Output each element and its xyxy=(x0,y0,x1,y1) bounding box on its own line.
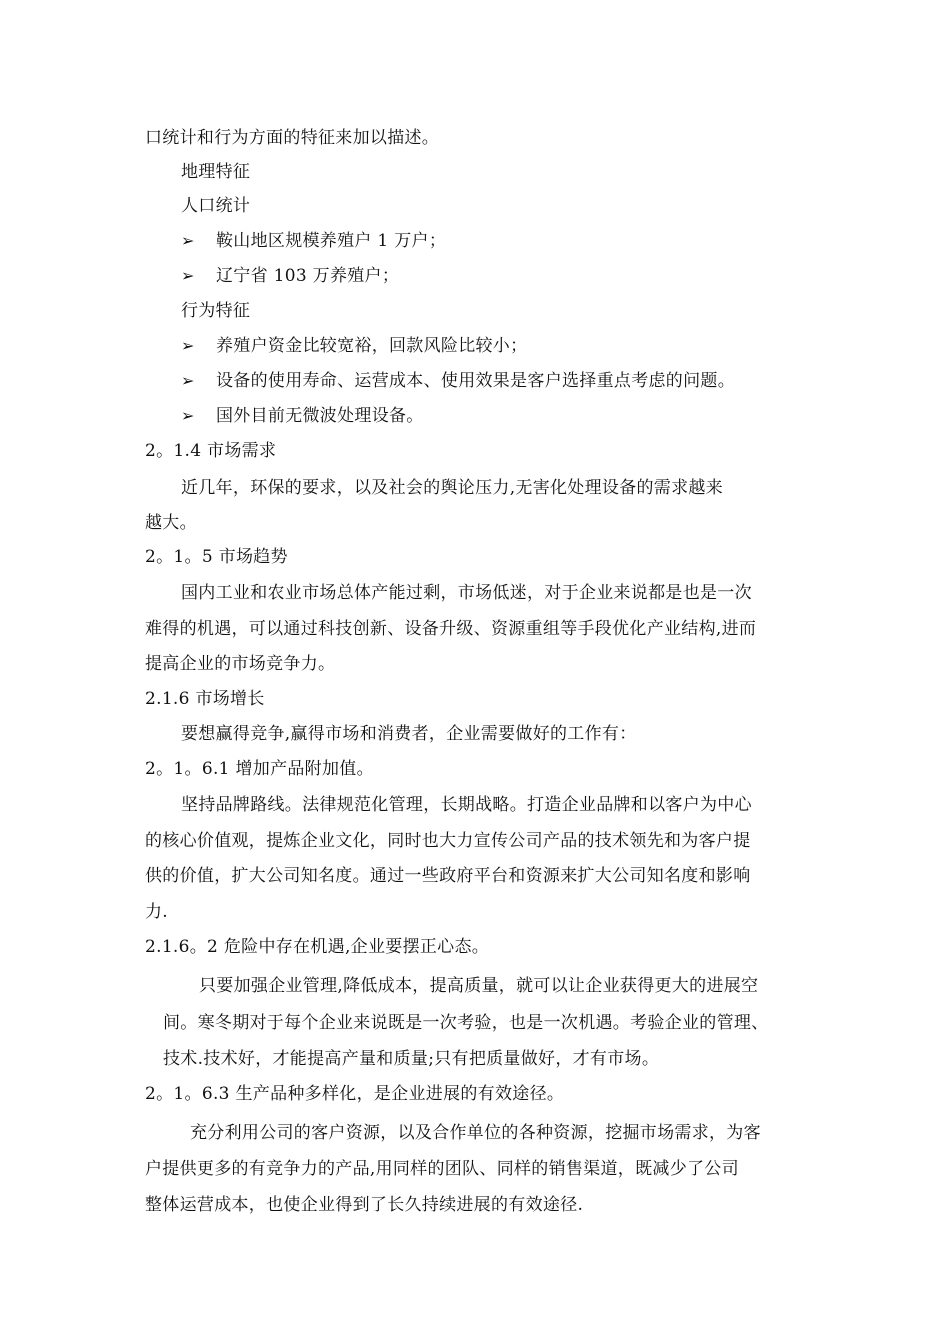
demo-bullet-1: 鞍山地区规模养殖户 1 万户； xyxy=(216,231,447,251)
section-2162-paragraph-line: 间。寒冬期对于每个企业来说既是一次考验，也是一次机遇。考验企业的管理、 xyxy=(163,1013,769,1033)
section-2162-paragraph-line: 只要加强企业管理,降低成本，提高质量，就可以让企业获得更大的进展空 xyxy=(199,976,759,996)
bullet-arrow-icon: ➢ xyxy=(181,266,195,285)
section-2161-paragraph-line: 供的价值，扩大公司知名度。通过一些政府平台和资源来扩大公司知名度和影响 xyxy=(145,866,751,886)
section-2162-heading: 2.1.6。2 危险中存在机遇,企业要摆正心态。 xyxy=(145,937,490,957)
section-2161-heading: 2。1。6.1 增加产品附加值。 xyxy=(145,759,374,779)
behavior-bullet-1: 养殖户资金比较宽裕，回款风险比较小； xyxy=(216,336,528,356)
section-2162-paragraph-line: 技术.技术好，才能提高产量和质量;只有把质量做好，才有市场。 xyxy=(163,1049,660,1069)
section-215-heading: 2。1。5 市场趋势 xyxy=(145,547,288,567)
geo-label: 地理特征 xyxy=(181,162,251,182)
section-2163-paragraph-line: 充分利用公司的客户资源，以及合作单位的各种资源，挖掘市场需求，为客 xyxy=(190,1123,761,1143)
section-215-paragraph-line: 提高企业的市场竞争力。 xyxy=(145,654,336,674)
section-216-heading: 2.1.6 市场增长 xyxy=(145,689,265,709)
demo-bullet-2: 辽宁省 103 万养殖户； xyxy=(216,266,400,286)
section-215-paragraph-line: 国内工业和农业市场总体产能过剩，市场低迷，对于企业来说都是也是一次 xyxy=(181,583,752,603)
behavior-bullet-2: 设备的使用寿命、运营成本、使用效果是客户选择重点考虑的问题。 xyxy=(216,371,735,391)
intro-tail-line: 口统计和行为方面的特征来加以描述。 xyxy=(145,128,440,148)
behavior-label: 行为特征 xyxy=(181,301,251,321)
section-2161-paragraph-line: 坚持品牌路线。法律规范化管理，长期战略。打造企业品牌和以客户为中心 xyxy=(181,795,752,815)
section-2163-paragraph-line: 整体运营成本，也使企业得到了长久持续进展的有效途径. xyxy=(145,1195,584,1215)
section-2163-paragraph-line: 户提供更多的有竞争力的产品,用同样的团队、同样的销售渠道，既减少了公司 xyxy=(145,1159,739,1179)
section-214-paragraph-line: 近几年，环保的要求，以及社会的舆论压力,无害化处理设备的需求越来 xyxy=(181,478,724,498)
section-2161-paragraph-line: 的核心价值观，提炼企业文化，同时也大力宣传公司产品的技术领先和为客户提 xyxy=(145,831,751,851)
behavior-bullet-3: 国外目前无微波处理设备。 xyxy=(216,406,424,426)
bullet-arrow-icon: ➢ xyxy=(181,231,195,250)
section-214-heading: 2。1.4 市场需求 xyxy=(145,441,277,461)
section-214-paragraph-line: 越大。 xyxy=(145,513,197,533)
section-2163-heading: 2。1。6.3 生产品种多样化，是企业进展的有效途径。 xyxy=(145,1084,565,1104)
bullet-arrow-icon: ➢ xyxy=(181,406,195,425)
section-215-paragraph-line: 难得的机遇，可以通过科技创新、设备升级、资源重组等手段优化产业结构,进而 xyxy=(145,619,757,639)
section-216-intro: 要想赢得竞争,赢得市场和消费者，企业需要做好的工作有： xyxy=(181,724,637,744)
demo-label: 人口统计 xyxy=(181,196,251,216)
section-2161-paragraph-line: 力. xyxy=(145,902,169,922)
bullet-arrow-icon: ➢ xyxy=(181,371,195,390)
bullet-arrow-icon: ➢ xyxy=(181,336,195,355)
